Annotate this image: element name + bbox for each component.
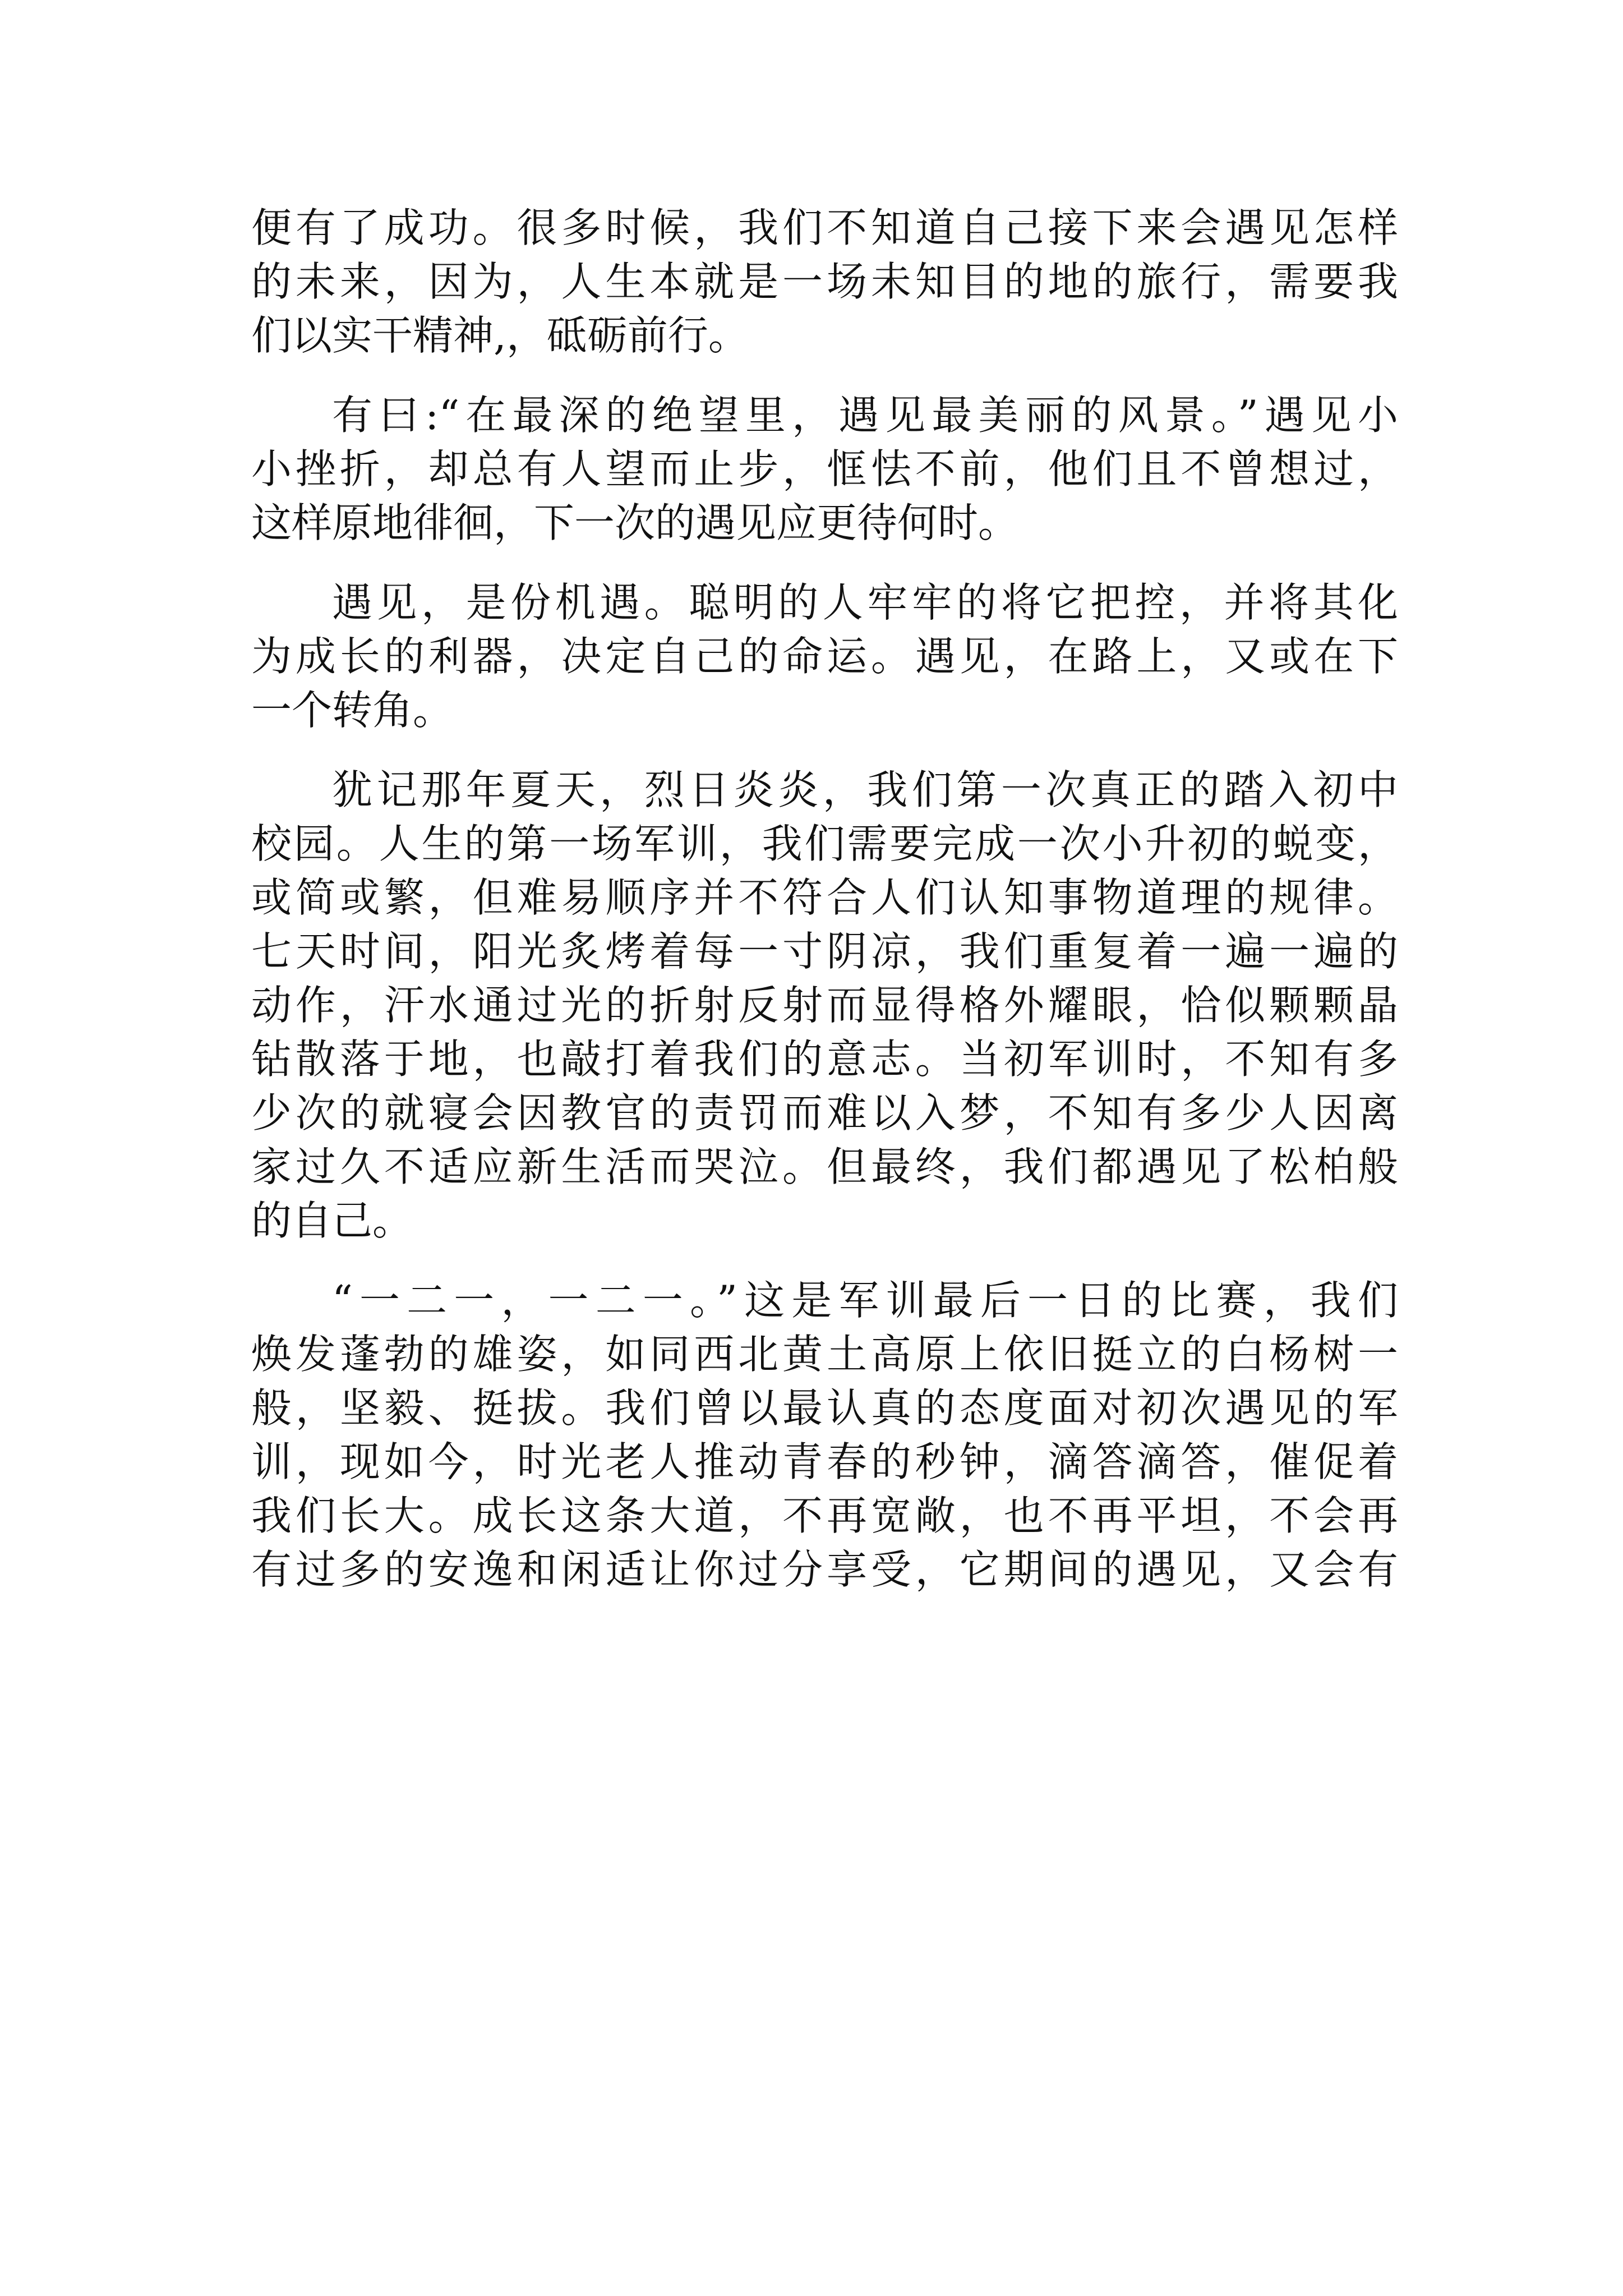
paragraph-gap	[251, 737, 1398, 763]
text-line: 这样原地徘徊，下一次的遇见应更待何时。	[251, 499, 1019, 546]
text-line: 有曰:“在最深的绝望里，遇见最美丽的风景。”遇见小	[332, 392, 1398, 439]
text-line: 焕发蓬勃的雄姿，如同西北黄土高原上依旧挺立的白杨树一	[251, 1331, 1398, 1378]
text-line: 有过多的安逸和闲适让你过分享受，它期间的遇见，又会有	[251, 1546, 1398, 1593]
text-line: 为成长的利器，决定自己的命运。遇见，在路上，又或在下	[251, 633, 1398, 680]
text-line: 遇见，是份机遇。聪明的人牢牢的将它把控，并将其化	[332, 579, 1398, 626]
text-line: 便有了成功。很多时候，我们不知道自己接下来会遇见怎样	[251, 204, 1398, 251]
text-line: 的自己。	[251, 1197, 413, 1244]
text-line: 一个转角。	[251, 687, 454, 734]
paragraph-gap	[251, 1248, 1398, 1273]
text-line: 校园。人生的第一场军训，我们需要完成一次小升初的蜕变，	[251, 820, 1398, 867]
text-line: 犹记那年夏天，烈日炎炎，我们第一次真正的踏入初中	[332, 766, 1398, 813]
text-line: 的未来，因为，人生本就是一场未知目的地的旅行，需要我	[251, 258, 1398, 305]
text-line: 训，现如今，时光老人推动青春的秒钟，滴答滴答，催促着	[251, 1438, 1398, 1485]
text-line: 般，坚毅、挺拔。我们曾以最认真的态度面对初次遇见的军	[251, 1384, 1398, 1432]
text-line: 动作，汗水通过光的折射反射而显得格外耀眼，恰似颗颗晶	[251, 982, 1398, 1029]
text-line: 小挫折，却总有人望而止步，恇怯不前，他们且不曾想过，	[251, 445, 1398, 493]
paragraph-gap	[251, 550, 1398, 576]
paragraph-gap	[251, 362, 1398, 388]
text-line: 或简或繁，但难易顺序并不符合人们认知事物道理的规律。	[251, 874, 1398, 921]
text-line: 们以实干精神,，砥砺前行。	[251, 312, 749, 359]
text-line: 少次的就寝会因教官的责罚而难以入梦，不知有多少人因离	[251, 1089, 1398, 1137]
text-line: “一二一，一二一。”这是军训最后一日的比赛，我们	[332, 1277, 1398, 1324]
text-line: 我们长大。成长这条大道，不再宽敞，也不再平坦，不会再	[251, 1492, 1398, 1539]
text-line: 家过久不适应新生活而哭泣。但最终，我们都遇见了松柏般	[251, 1143, 1398, 1190]
essay-body	[251, 201, 1398, 1596]
text-line: 七天时间，阳光炙烤着每一寸阴凉，我们重复着一遍一遍的	[251, 928, 1398, 975]
text-line: 钻散落于地，也敲打着我们的意志。当初军训时，不知有多	[251, 1036, 1398, 1083]
